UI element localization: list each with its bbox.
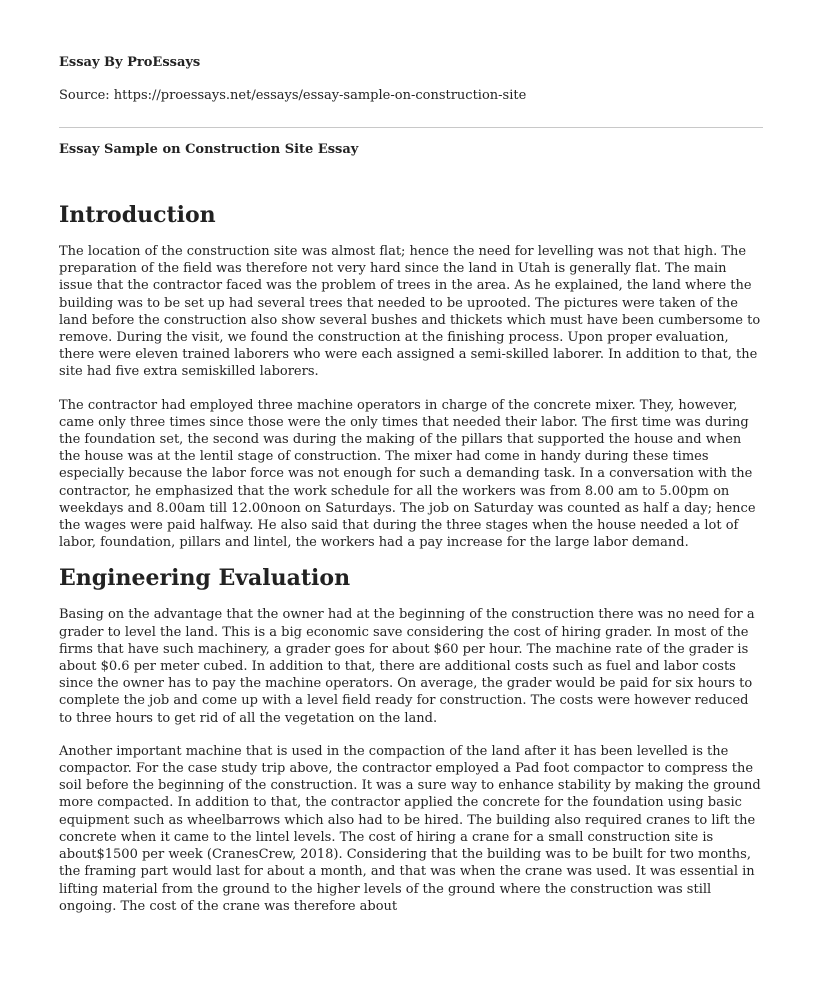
- divider: [59, 127, 763, 128]
- paragraph: Another important machine that is used in the compaction of the land after it has been levelled is the compactor. For the case study trip above, the contractor employed a Pad foot compactor to compress the soil before the beginning of the construction. It was a sure way to enhance stability by making the ground more compacted. In addition to that, the contractor applied the concrete for the foundation using basic equipment such as wheelbarrows which also had to be hired. The building also required cranes to lift the concrete when it came to the lintel levels. The cost of hiring a crane for a small construction site is about$1500 per week (CranesCrew, 2018). Considering that the building was to be built for two months, the framing part would last for about a month, and that was when the crane was used. It was essential in lifting material from the ground to the higher levels of the ground where the construction was still ongoing. The cost of the crane was therefore about: [59, 743, 761, 914]
- section-heading-introduction: Introduction: [59, 202, 216, 228]
- paragraph: Basing on the advantage that the owner had at the beginning of the construction there was no need for a grader to level the land. This is a big economic save considering the cost of hiring grader. In most of the firms that have such machinery, a grader goes for about $60 per hour. The machine rate of the grader is about $0.6 per meter cubed. In addition to that, there are additional costs such as fuel and labor costs since the owner has to pay the machine operators. On average, the grader would be paid for six hours to complete the job and come up with a level field ready for construction. The costs were however reduced to three hours to get rid of all the vegetation on the land.: [59, 607, 755, 726]
- essay-body: [59, 202, 763, 915]
- author-line: Essay By ProEssays: [59, 55, 201, 70]
- source-line: Source: https://proessays.net/essays/essay-sample-on-construction-site: [59, 88, 527, 103]
- paragraph: The location of the construction site was almost flat; hence the need for levelling was not that high. The preparation of the field was therefore not very hard since the land in Utah is generally flat. The main issue that the contractor faced was the problem of trees in the area. As he explained, the land where the building was to be set up had several trees that needed to be uprooted. The pictures were taken of the land before the construction also show several bushes and thickets which must have been cumbersome to remove. During the visit, we found the construction at the finishing process. Upon proper evaluation, there were eleven trained laborers who were each assigned a semi-skilled laborer. In addition to that, the site had five extra semiskilled laborers.: [59, 244, 761, 380]
- section-heading-engineering-evaluation: Engineering Evaluation: [59, 565, 351, 592]
- paragraph: The contractor had employed three machine operators in charge of the concrete mixer. They, however, came only three times since those were the only times that needed their labor. The first time was during the foundation set, the second was during the making of the pillars that supported the house and when the house was at the lentil stage of construction. The mixer had come in handy during these times especially because the labor force was not enough for such a demanding task. In a conversation with the contractor, he emphasized that the work schedule for all the workers was from 8.00 am to 5.00pm on weekdays and 8.00am till 12.00noon on Saturdays. The job on Saturday was counted as half a day; hence the wages were paid halfway. He also said that during the three stages when the house needed a lot of labor, foundation, pillars and lintel, the workers had a pay increase for the large labor demand.: [59, 397, 756, 551]
- essay-title: Essay Sample on Construction Site Essay: [59, 142, 359, 157]
